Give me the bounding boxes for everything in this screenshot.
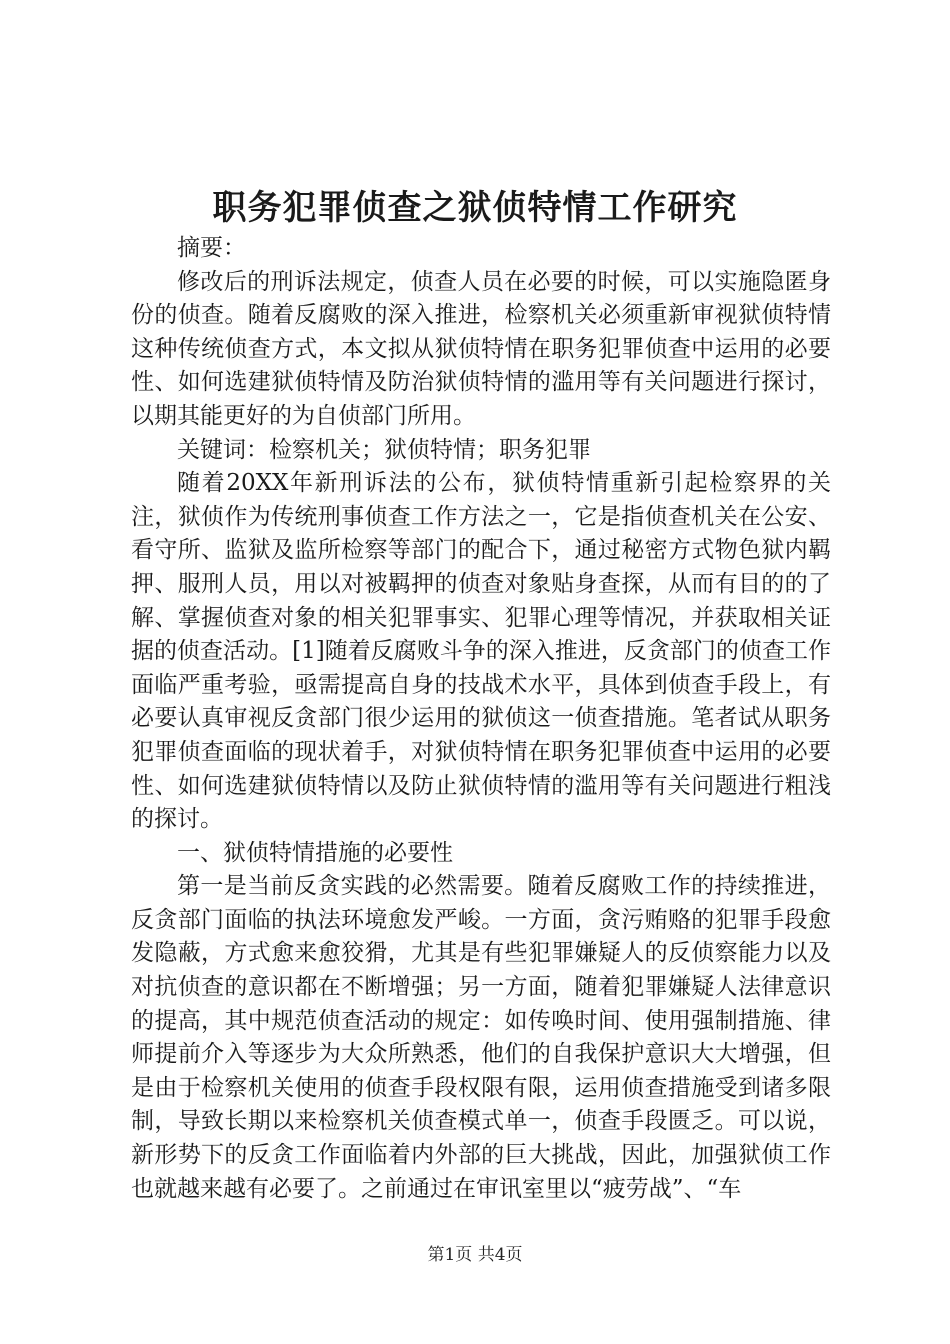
intro-paragraph: 随着20XX年新刑诉法的公布，狱侦特情重新引起检察界的关注，狱侦作为传统刑事侦查工作方法之一，它是指侦查机关在公安、看守所、监狱及监所检察等部门的配合下，通过秘密方式物色狱内羁押、服刑人员，用以对被羁押的侦查对象贴身查探，从而有目的的了解、掌握侦查对象的相关犯罪事实、犯罪心理等情况，并获取相关证据的侦查活动。[1]随着反腐败斗争的深入推进，反贪部门的侦查工作面临严重考验，亟需提高自身的技战术水平，具体到侦查手段上，有必要认真审视反贪部门很少运用的狱侦这一侦查措施。笔者试从职务犯罪侦查面临的现状着手，对狱侦特情在职务犯罪侦查中运用的必要性、如何选建狱侦特情以及防止狱侦特情的滥用等有关问题进行粗浅的探讨。 — [131, 470, 831, 833]
keywords-line: 关键词：检察机关；狱侦特情；职务犯罪 — [177, 436, 591, 463]
document-body — [131, 232, 831, 1206]
document-title: 职务犯罪侦查之狱侦特情工作研究 — [212, 188, 738, 228]
abstract-paragraph: 修改后的刑诉法规定，侦查人员在必要的时候，可以实施隐匿身份的侦查。随着反腐败的深入推进，检察机关必须重新审视狱侦特情这种传统侦查方式，本文拟从狱侦特情在职务犯罪侦查中运用的必要性、如何选建狱侦特情及防治狱侦特情的滥用等有关问题进行探讨，以期其能更好的为自侦部门所用。 — [131, 268, 831, 429]
page-number-footer: 第1页 共4页 — [427, 1245, 523, 1265]
section-heading: 一、狱侦特情措施的必要性 — [177, 839, 453, 866]
abstract-heading: 摘要： — [177, 235, 246, 261]
section-paragraph: 第一是当前反贪实践的必然需要。随着反腐败工作的持续推进，反贪部门面临的执法环境愈发严峻。一方面，贪污贿赂的犯罪手段愈发隐蔽，方式愈来愈狡猾，尤其是有些犯罪嫌疑人的反侦察能力以及对抗侦查的意识都在不断增强；另一方面，随着犯罪嫌疑人法律意识的提高，其中规范侦查活动的规定：如传唤时间、使用强制措施、律师提前介入等逐步为大众所熟悉，他们的自我保护意识大大增强，但是由于检察机关使用的侦查手段权限有限，运用侦查措施受到诸多限制，导致长期以来检察机关侦查模式单一，侦查手段匮乏。可以说，新形势下的反贪工作面临着内外部的巨大挑战，因此，加强狱侦工作也就越来越有必要了。之前通过在审讯室里以“疲劳战”、“车 — [131, 873, 831, 1202]
